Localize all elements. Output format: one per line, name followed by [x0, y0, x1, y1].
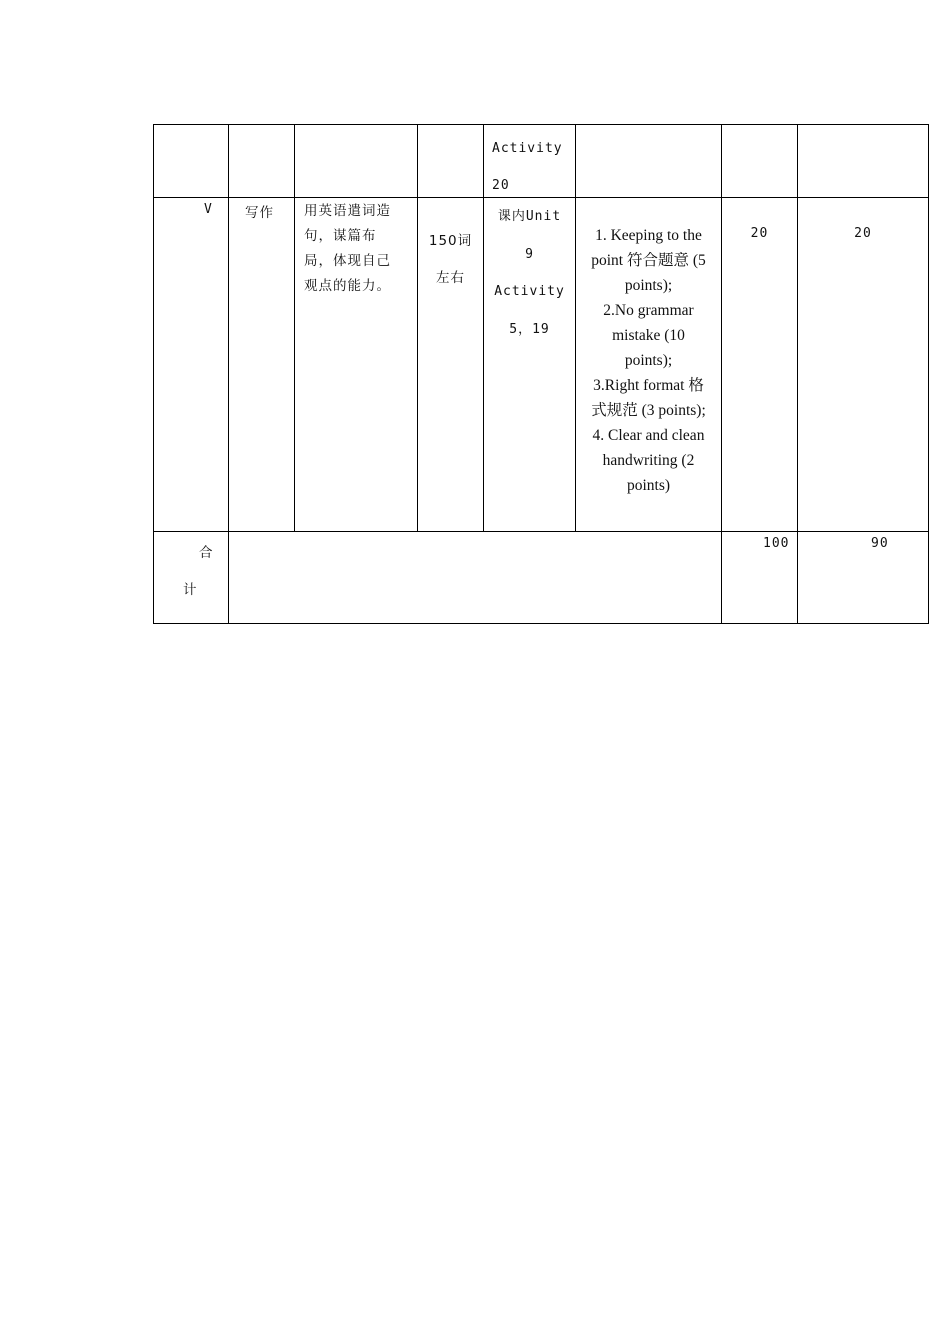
prev-source-cell	[492, 130, 563, 204]
criteria-line-9: 4. Clear and clean	[592, 427, 705, 444]
rule-top	[153, 124, 929, 125]
source-line-1: 课内Unit	[497, 209, 562, 224]
length-requirement	[418, 223, 483, 297]
total-score-target: 90	[871, 536, 889, 551]
prev-source-line-1: Activity	[492, 141, 563, 156]
rule-col0	[153, 124, 154, 624]
total-label-line-1: 合	[199, 545, 214, 561]
total-score-full: 100	[763, 536, 790, 551]
source-reference	[484, 198, 575, 348]
criteria-line-5: mistake (10	[612, 327, 685, 344]
criteria-line-6: points);	[624, 352, 673, 369]
rule-bottom	[153, 623, 929, 624]
rule-col1	[228, 124, 229, 624]
prev-source-line-2: 20	[492, 178, 510, 193]
criteria-line-3: points);	[624, 277, 673, 294]
criteria-line-7: 3.Right format 格	[593, 377, 704, 394]
criteria-line-8: 式规范 (3 points);	[591, 402, 706, 419]
criteria-line-11: points)	[626, 477, 671, 494]
criteria-line-2: point 符合题意 (5	[591, 252, 706, 269]
source-line-3: Activity	[494, 284, 565, 299]
skill-description	[304, 199, 391, 299]
score-table	[153, 124, 929, 624]
skill-line-3: 局，体现自己	[304, 253, 391, 269]
rule-col3	[417, 124, 418, 532]
length-line-1: 150词	[428, 233, 473, 249]
total-label	[181, 535, 214, 609]
criteria-line-1: 1. Keeping to the	[595, 227, 702, 244]
question-type: 写作	[245, 205, 274, 221]
rule-col7	[797, 124, 798, 624]
rule-col8	[928, 124, 929, 624]
rule-col6	[721, 124, 722, 624]
scoring-criteria	[576, 223, 721, 498]
row-number: V	[204, 202, 213, 217]
row-score-full: 20	[750, 226, 769, 241]
length-line-2: 左右	[436, 270, 465, 286]
skill-line-2: 句，谋篇布	[304, 228, 377, 244]
criteria-line-4: 2.No grammar	[603, 302, 694, 319]
criteria-line-10: handwriting (2	[602, 452, 695, 469]
skill-line-4: 观点的能力。	[304, 278, 391, 294]
skill-line-1: 用英语遣词造	[304, 203, 391, 219]
rule-row2	[153, 531, 929, 532]
source-line-4: 5，19	[509, 321, 550, 337]
total-label-line-2: 计	[183, 582, 198, 598]
row-score-target: 20	[854, 226, 872, 241]
source-line-2: 9	[525, 246, 534, 262]
rule-col2	[294, 124, 295, 532]
